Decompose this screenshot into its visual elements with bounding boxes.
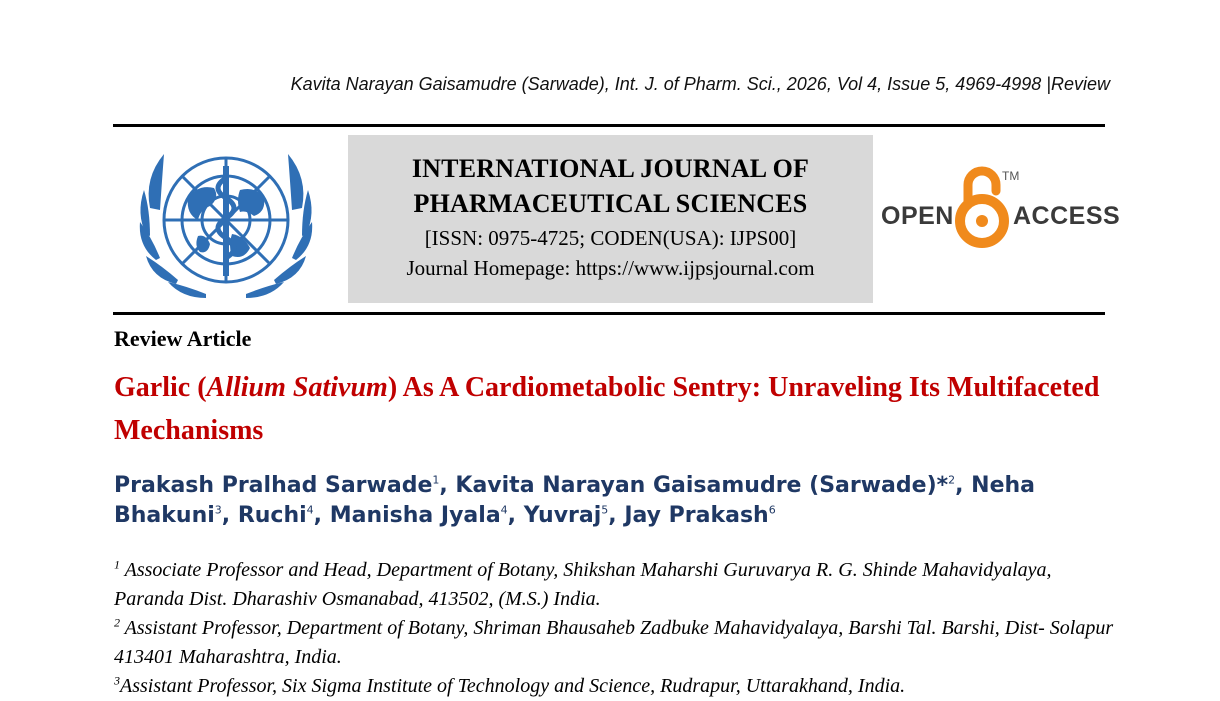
bottom-rule xyxy=(113,312,1105,315)
open-access-word-access: ACCESS xyxy=(1013,202,1121,230)
author-affil-number: 6 xyxy=(768,503,776,517)
open-access-logo xyxy=(878,165,1121,255)
journal-title-line2: PHARMACEUTICAL SCIENCES xyxy=(413,189,808,218)
affiliation-text: Assistant Professor, Six Sigma Institute of Technology and Science, Rudrapur, Uttarakhand, India. xyxy=(120,675,906,697)
author-affil-number: 1 xyxy=(432,473,440,487)
article-type: Review Article xyxy=(114,326,252,351)
article-title xyxy=(114,366,1114,452)
author-affil-number: 2 xyxy=(948,473,956,487)
title-italic: Allium Sativum xyxy=(206,372,388,403)
affiliation-number: 3 xyxy=(114,673,120,688)
author-separator: , xyxy=(313,503,330,528)
affiliation-list xyxy=(114,556,1114,701)
author-separator: , xyxy=(608,503,625,528)
author-affil-number: 3 xyxy=(214,503,222,517)
author-affil-number: 4 xyxy=(500,503,508,517)
top-rule xyxy=(113,124,1105,127)
author-separator: , xyxy=(507,503,524,528)
affiliation-item xyxy=(114,614,1114,672)
author-affil-number: 5 xyxy=(601,503,609,517)
author-separator: , xyxy=(955,473,972,498)
journal-homepage[interactable]: Journal Homepage: https://www.ijpsjournal.com xyxy=(406,256,815,280)
author-name: Jay Prakash xyxy=(624,503,769,528)
title-part1: Garlic ( xyxy=(114,372,207,403)
author-separator: , xyxy=(221,503,238,528)
author-name: Yuvraj xyxy=(523,503,602,528)
author-name: Kavita Narayan Gaisamudre (Sarwade)* xyxy=(455,473,949,498)
affiliation-text: Associate Professor and Head, Department of Botany, Shikshan Maharshi Guruvarya R. G. Shinde Mahavidyalaya, Paranda Dist. Dharashiv Osmanabad, 413502, (M.S.) India. xyxy=(114,559,1052,610)
running-head: Kavita Narayan Gaisamudre (Sarwade), Int. J. of Pharm. Sci., 2026, Vol 4, Issue 5, 4969-4998 |Review xyxy=(290,74,1110,94)
author-name: Neha Bhakuni xyxy=(114,473,1036,528)
trademark-mark: TM xyxy=(1002,169,1020,183)
author-name: Prakash Pralhad Sarwade xyxy=(114,473,433,498)
journal-masthead xyxy=(348,135,873,303)
affiliation-text: Assistant Professor, Department of Botany, Shriman Bhausaheb Zadbuke Mahavidyalaya, Barshi Tal. Barshi, Dist- Solapur 413401 Maharashtra, India. xyxy=(114,617,1114,668)
affiliation-item xyxy=(114,672,1114,701)
title-part2: ) As A Cardiometabolic Sentry: Unraveling Its Multifaceted Mechanisms xyxy=(114,372,1100,446)
journal-title-line1: INTERNATIONAL JOURNAL OF xyxy=(411,154,810,183)
affiliation-item xyxy=(114,556,1114,614)
author-affil-number: 4 xyxy=(306,503,314,517)
author-list xyxy=(114,471,1114,531)
author-name: Manisha Jyala xyxy=(329,503,501,528)
author-name: Ruchi xyxy=(237,503,307,528)
affiliation-number: 1 xyxy=(114,557,120,572)
affiliation-number: 2 xyxy=(114,615,120,630)
open-access-word-open: OPEN xyxy=(881,202,954,230)
who-emblem-icon xyxy=(128,138,324,306)
journal-issn: [ISSN: 0975-4725; CODEN(USA): IJPS00] xyxy=(424,226,797,250)
author-separator: , xyxy=(439,473,456,498)
